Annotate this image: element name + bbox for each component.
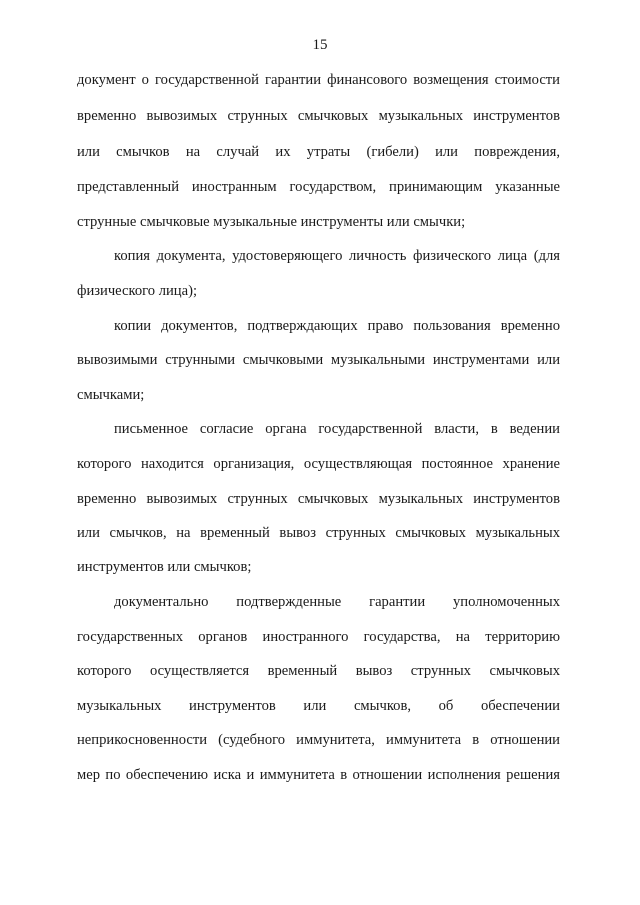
text-line: вывозимыми струнными смычковыми музыкальными инструментами или: [77, 352, 560, 368]
text-line: мер по обеспечению иска и иммунитета в отношении исполнения решения: [77, 767, 560, 783]
text-line: которого осуществляется временный вывоз струнных смычковых: [77, 663, 560, 679]
text-line: временно вывозимых струнных смычковых музыкальных инструментов: [77, 491, 560, 507]
text-line: представленный иностранным государством, принимающим указанные: [77, 179, 560, 195]
text-line: которого находится организация, осуществляющая постоянное хранение: [77, 456, 560, 472]
text-line: письменное согласие органа государственной власти, в ведении: [114, 421, 560, 437]
text-line: струнные смычковые музыкальные инструменты или смычки;: [77, 214, 466, 230]
text-line: документ о государственной гарантии финансового возмещения стоимости: [77, 72, 560, 88]
text-line: копии документов, подтверждающих право пользования временно: [114, 318, 560, 334]
text-line: документально подтвержденные гарантии уполномоченных: [114, 594, 560, 610]
text-line: или смычков на случай их утраты (гибели) или повреждения,: [77, 144, 560, 160]
page-number: 15: [312, 37, 328, 53]
text-line: государственных органов иностранного государства, на территорию: [77, 629, 560, 645]
text-line: музыкальных инструментов или смычков, об обеспечении: [77, 698, 560, 714]
text-line: смычками;: [77, 387, 145, 403]
text-line: инструментов или смычков;: [77, 559, 252, 575]
text-line: или смычков, на временный вывоз струнных смычковых музыкальных: [77, 525, 560, 541]
text-line: временно вывозимых струнных смычковых музыкальных инструментов: [77, 108, 560, 124]
text-line: неприкосновенности (судебного иммунитета, иммунитета в отношении: [77, 732, 560, 748]
text-line: копия документа, удостоверяющего личность физического лица (для: [114, 248, 560, 264]
text-line: физического лица);: [77, 283, 198, 299]
